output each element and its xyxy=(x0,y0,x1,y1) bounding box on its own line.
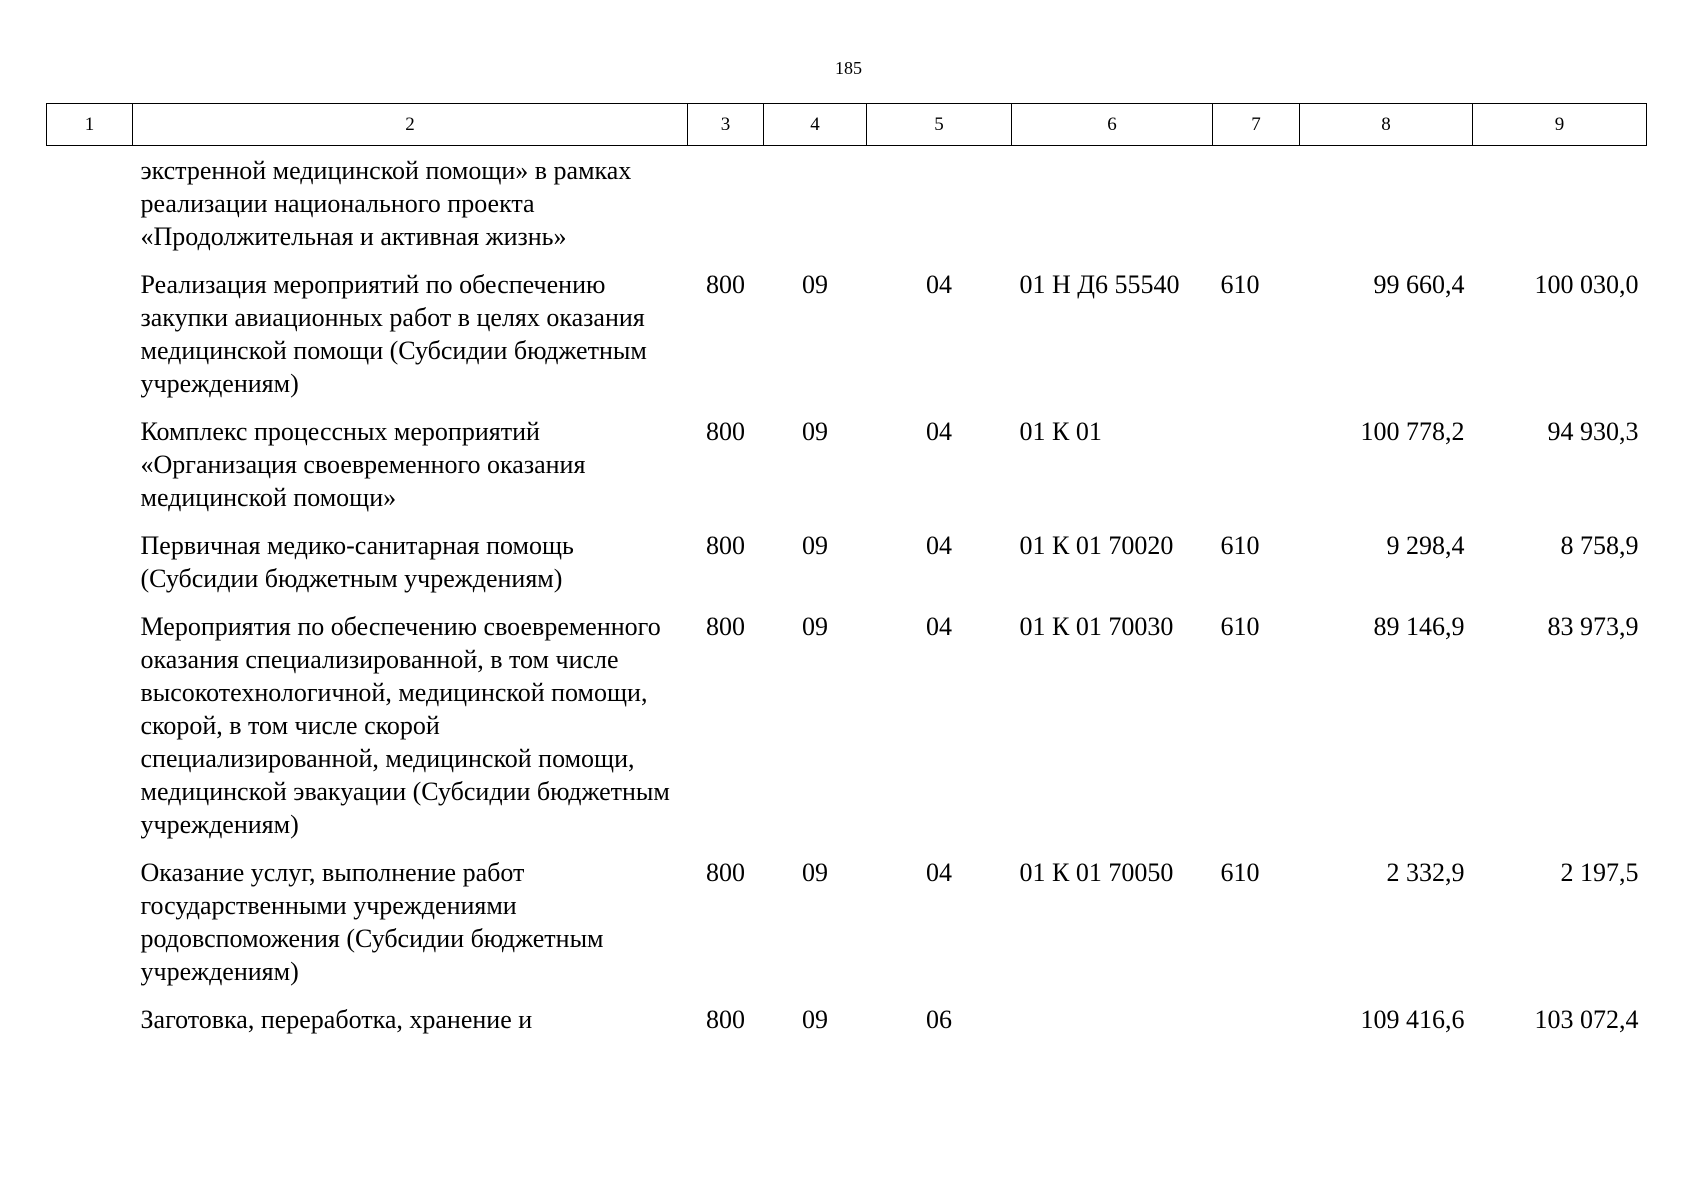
column-header-8: 8 xyxy=(1300,104,1473,146)
amount-year-2 xyxy=(1473,146,1647,269)
row-number-cell xyxy=(47,1003,133,1051)
subsection-code: 04 xyxy=(926,858,952,887)
row-name: Мероприятия по обеспечению своевременного оказания специализированной, в том числе высокотехнологичной, медицинской помощи, скорой, в том числе скорой специализированной, медицинской помощи, медицинской эвакуации (Субсидии бюджетным учреждениям) xyxy=(140,612,670,839)
ministry-code: 800 xyxy=(706,531,745,560)
table-header xyxy=(47,104,1647,146)
target-article-code xyxy=(1012,1003,1213,1051)
subsection-code: 04 xyxy=(926,531,952,560)
budget-table xyxy=(46,103,1647,1051)
section-code: 09 xyxy=(802,270,828,299)
subsection-code xyxy=(867,146,1012,269)
row-name: Комплекс процессных мероприятий «Организация своевременного оказания медицинской помощи» xyxy=(140,417,586,512)
subsection-code: 06 xyxy=(926,1005,952,1034)
row-name: Заготовка, переработка, хранение и xyxy=(140,1005,533,1034)
page-number: 185 xyxy=(835,58,862,78)
table-row xyxy=(47,529,1647,610)
table-row xyxy=(47,415,1647,529)
target-article-code: 01 К 01 70030 xyxy=(1019,612,1174,641)
table-row xyxy=(47,856,1647,1003)
row-number-cell xyxy=(47,856,133,1003)
ministry-code: 800 xyxy=(706,270,745,299)
section-code: 09 xyxy=(802,858,828,887)
target-article-code: 01 К 01 70050 xyxy=(1019,858,1174,887)
column-header-3: 3 xyxy=(688,104,764,146)
expense-type-code: 610 xyxy=(1220,270,1260,299)
table-body xyxy=(47,146,1647,1052)
row-number-cell xyxy=(47,610,133,856)
row-number-cell xyxy=(47,529,133,610)
ministry-code xyxy=(688,146,764,269)
column-header-2: 2 xyxy=(133,104,688,146)
row-number-cell xyxy=(47,415,133,529)
column-header-7: 7 xyxy=(1213,104,1300,146)
ministry-code: 800 xyxy=(706,612,745,641)
row-name: экстренной медицинской помощи» в рамках реализации национального проекта «Продолжительная и активная жизнь» xyxy=(140,156,632,251)
table-row xyxy=(47,610,1647,856)
section-code xyxy=(764,146,867,269)
amount-year-2: 2 197,5 xyxy=(1560,858,1639,887)
ministry-code: 800 xyxy=(706,1005,745,1034)
expense-type-code xyxy=(1213,415,1300,529)
table-row xyxy=(47,268,1647,415)
column-header-4: 4 xyxy=(764,104,867,146)
amount-year-1: 2 332,9 xyxy=(1386,858,1465,887)
amount-year-1: 9 298,4 xyxy=(1386,531,1465,560)
ministry-code: 800 xyxy=(706,858,745,887)
amount-year-1: 99 660,4 xyxy=(1373,270,1465,299)
subsection-code: 04 xyxy=(926,612,952,641)
target-article-code xyxy=(1012,146,1213,269)
row-name: Реализация мероприятий по обеспечению закупки авиационных работ в целях оказания медицинской помощи (Субсидии бюджетным учреждениям) xyxy=(140,270,647,398)
column-header-5: 5 xyxy=(867,104,1012,146)
amount-year-1: 100 778,2 xyxy=(1360,417,1465,446)
row-number-cell xyxy=(47,146,133,269)
row-number-cell xyxy=(47,268,133,415)
target-article-code: 01 Н Д6 55540 xyxy=(1019,270,1180,299)
subsection-code: 04 xyxy=(926,417,952,446)
section-code: 09 xyxy=(802,417,828,446)
target-article-code: 01 К 01 70020 xyxy=(1019,531,1174,560)
expense-type-code: 610 xyxy=(1220,612,1260,641)
amount-year-2: 8 758,9 xyxy=(1560,531,1639,560)
section-code: 09 xyxy=(802,612,828,641)
table-row xyxy=(47,1003,1647,1051)
amount-year-1: 109 416,6 xyxy=(1360,1005,1465,1034)
target-article-code: 01 К 01 xyxy=(1019,417,1102,446)
amount-year-2: 100 030,0 xyxy=(1534,270,1639,299)
column-header-1: 1 xyxy=(47,104,133,146)
subsection-code: 04 xyxy=(926,270,952,299)
amount-year-1 xyxy=(1300,146,1473,269)
column-header-9: 9 xyxy=(1473,104,1647,146)
row-name: Оказание услуг, выполнение работ государственными учреждениями родовспоможения (Субсидии бюджетным учреждениям) xyxy=(140,858,604,986)
amount-year-2: 94 930,3 xyxy=(1547,417,1639,446)
expense-type-code: 610 xyxy=(1220,858,1260,887)
amount-year-2: 103 072,4 xyxy=(1534,1005,1639,1034)
row-name: Первичная медико-санитарная помощь (Субсидии бюджетным учреждениям) xyxy=(140,531,574,593)
expense-type-code: 610 xyxy=(1220,531,1260,560)
header-row xyxy=(47,104,1647,146)
section-code: 09 xyxy=(802,531,828,560)
ministry-code: 800 xyxy=(706,417,745,446)
column-header-6: 6 xyxy=(1012,104,1213,146)
table-row xyxy=(47,146,1647,269)
amount-year-1: 89 146,9 xyxy=(1373,612,1465,641)
expense-type-code xyxy=(1213,1003,1300,1051)
expense-type-code xyxy=(1213,146,1300,269)
amount-year-2: 83 973,9 xyxy=(1547,612,1639,641)
section-code: 09 xyxy=(802,1005,828,1034)
